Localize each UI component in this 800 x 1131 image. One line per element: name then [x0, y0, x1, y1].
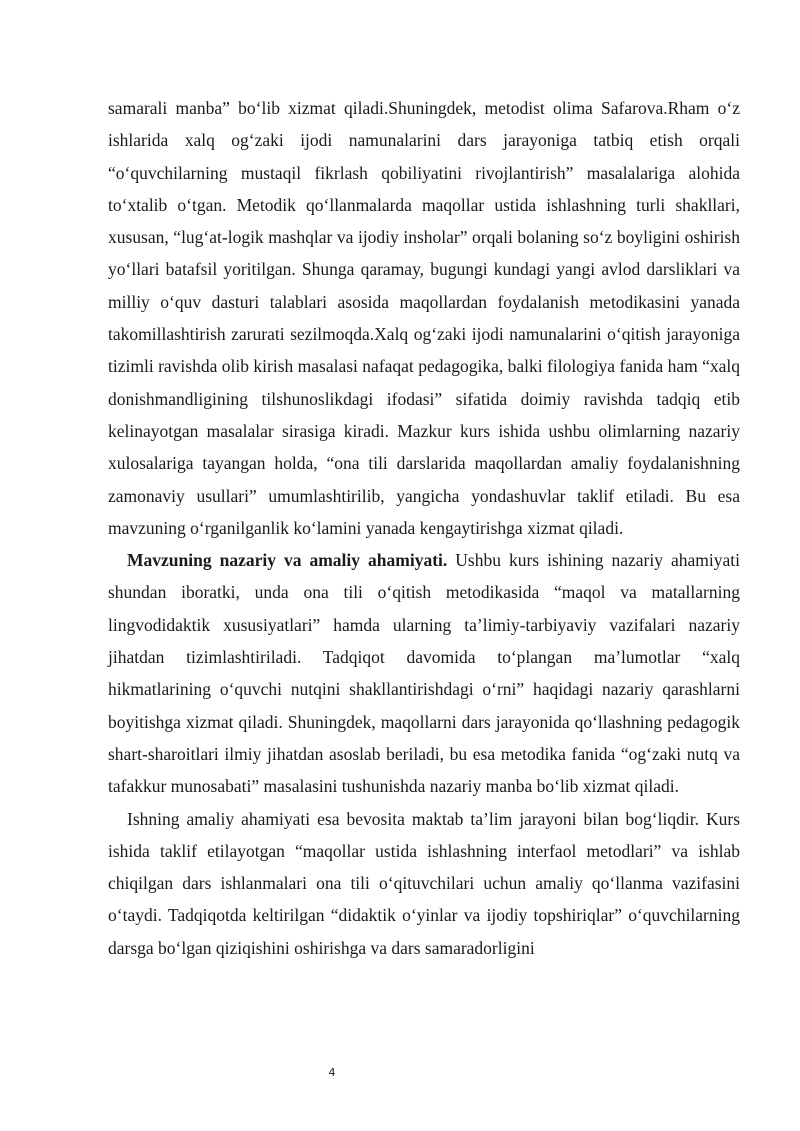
- paragraph-significance: [108, 544, 740, 802]
- paragraph-text: Ishning amaliy ahamiyati esa bevosita maktab ta’lim jarayoni bilan bog‘liqdir. Kurs ishida taklif etilayotgan “maqollar ustida ishlashning interfaol metodlari” va ishlab chiqilgan dars ishlanmalari ona tili o‘qituvchilari uchun amaliy qo‘llanma vazifasini o‘taydi. Tadqiqotda keltirilgan “didaktik o‘yinlar va ijodiy topshiriqlar” o‘quvchilarning darsga bo‘lgan qiziqishini oshirishga va dars samaradorligini: [108, 808, 740, 958]
- paragraph-text: Ushbu kurs ishining nazariy ahamiyati shundan iboratki, unda ona tili o‘qitish metodikasida “maqol va matallarning lingvodidaktik xususiyatlari” hamda ularning ta’limiy-tarbiyaviy vazifalari nazariy jihatdan tizimlashtiriladi. Tadqiqot davomida to‘plangan ma’lumotlar “xalq hikmatlarining o‘quvchi nutqini shakllantirishdagi o‘rni” haqidagi nazariy qarashlarni boyitishga xizmat qiladi. Shuningdek, maqollarni dars jarayonida qo‘llashning pedagogik shart-sharoitlari ilmiy jihatdan asoslab beriladi, bu esa metodika fanida “og‘zaki nutq va tafakkur munosabati” masalasini tushunishda nazariy manba bo‘lib xizmat qiladi.: [108, 550, 740, 797]
- paragraph-text: samarali manba” bo‘lib xizmat qiladi.Shuningdek, metodist olima Safarova.Rham o‘z ishlarida xalq og‘zaki ijodi namunalarini dars jarayoniga tatbiq etish orqali “o‘quvchilarning mustaqil fikrlash qobiliyatini rivojlantirish” masalalariga alohida to‘xtalib o‘tgan. Metodik qo‘llanmalarda maqollar ustida ishlashning turli shakllari, xususan, “lug‘at-logik mashqlar va ijodiy insholar” orqali bolaning so‘z boyligini oshirish yo‘llari batafsil yoritilgan. Shunga qaramay, bugungi kundagi yangi avlod darsliklari va milliy o‘quv dasturi talablari asosida maqollardan foydalanish metodikasini yanada takomillashtirish zarurati sezilmoqda.Xalq og‘zaki ijodi namunalarini o‘qitish jarayoniga tizimli ravishda olib kirish masalasi nafaqat pedagogika, balki filologiya fanida ham “xalq donishmandligining tilshunoslikdagi ifodasi” sifatida doimiy ravishda tadqiq etib kelinayotgan masalalar sirasiga kiradi. Mazkur kurs ishida ushbu olimlarning nazariy xulosalariga tayangan holda, “ona tili darslarida maqollardan amaliy foydalanishning zamonaviy usullari” umumlashtirilib, yangicha yondashuvlar taklif etiladi. Bu esa mavzuning o‘rganilganlik ko‘lamini yanada kengaytirishga xizmat qiladi.: [108, 98, 740, 538]
- page-number: 4: [328, 1066, 336, 1079]
- paragraph-practical: [108, 803, 740, 964]
- paragraph-continuation: [108, 92, 740, 544]
- body-text: [108, 92, 740, 964]
- section-heading-inline: Mavzuning nazariy va amaliy ahamiyati.: [127, 550, 448, 571]
